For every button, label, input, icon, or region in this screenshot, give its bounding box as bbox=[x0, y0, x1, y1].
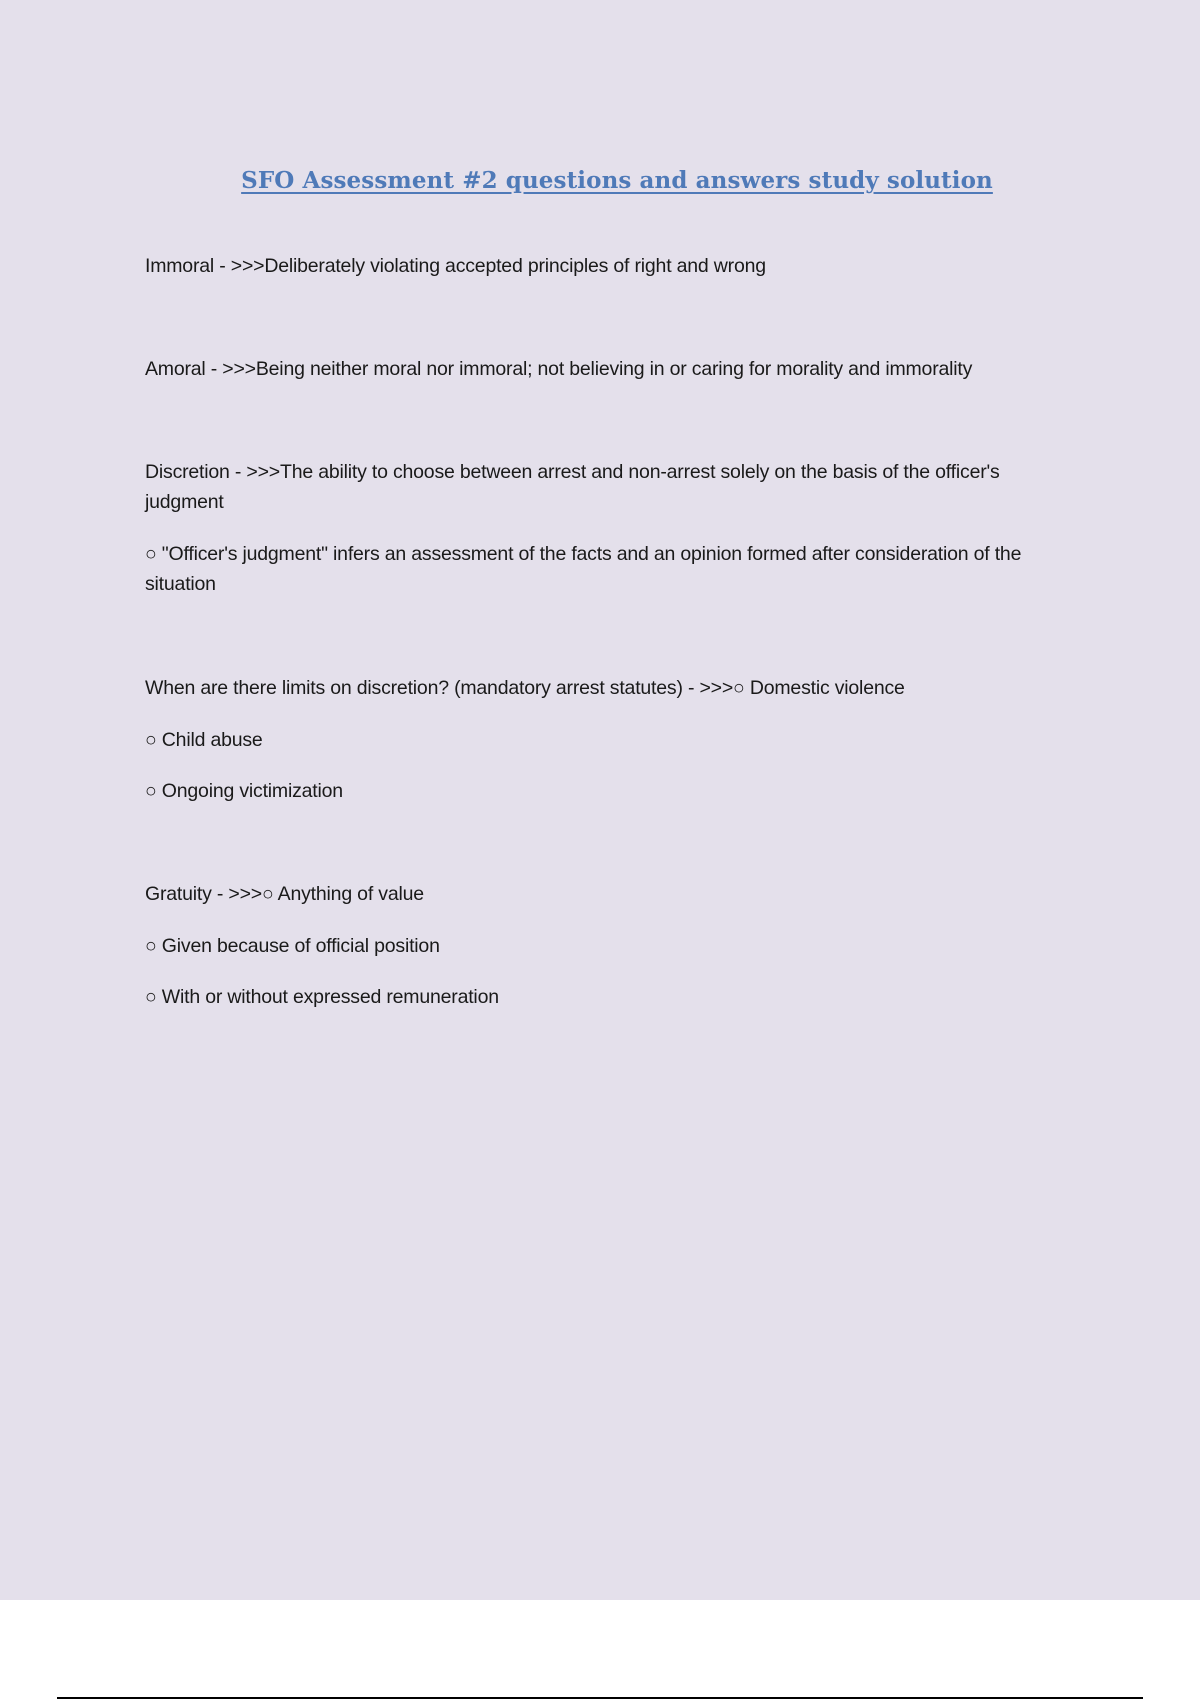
entry-limit-ongoing-victimization: ○ Ongoing victimization bbox=[145, 780, 343, 802]
entry-discretion-limits: When are there limits on discretion? (mandatory arrest statutes) - >>>○ Domestic violence bbox=[145, 677, 905, 699]
footer-divider bbox=[57, 1697, 1143, 1699]
document-title: SFO Assessment #2 questions and answers study solution bbox=[241, 167, 993, 194]
entry-limit-child-abuse: ○ Child abuse bbox=[145, 729, 263, 751]
entry-gratuity-remuneration: ○ With or without expressed remuneration bbox=[145, 986, 499, 1008]
entry-discretion-detail: ○ "Officer's judgment" infers an assessment of the facts and an opinion formed after consideration of the situation bbox=[145, 543, 1022, 595]
entry-immoral: Immoral - >>>Deliberately violating accepted principles of right and wrong bbox=[145, 255, 766, 277]
entry-amoral: Amoral - >>>Being neither moral nor immoral; not believing in or caring for morality and immorality bbox=[145, 358, 973, 380]
entry-gratuity: Gratuity - >>>○ Anything of value bbox=[145, 883, 424, 905]
entry-gratuity-official-position: ○ Given because of official position bbox=[145, 935, 440, 957]
entry-discretion: Discretion - >>>The ability to choose between arrest and non-arrest solely on the basis of the officer's judgment bbox=[145, 461, 1000, 513]
